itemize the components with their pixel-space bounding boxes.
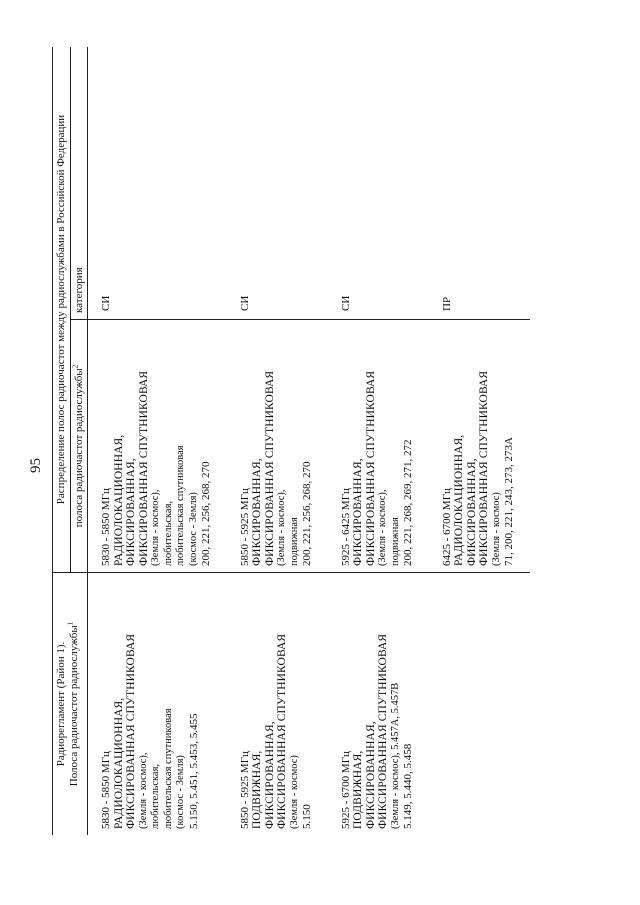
header-radio-regulations	[53, 573, 88, 836]
category-cell: ПР	[440, 296, 453, 311]
category-cell: СИ	[100, 295, 112, 311]
table-row	[328, 47, 429, 835]
rr-cell: 5830 - 5850 МГц РАДИОЛОКАЦИОННАЯ, ФИКСИРОВАННАЯ СПУТНИКОВАЯ (Земля - космос), любительская, любительская спутниковая (космос - Земля) 5.150, 5.451, 5.453, 5.455	[88, 573, 227, 836]
header-category: категория	[72, 267, 85, 313]
footnote-2: 2	[70, 364, 79, 369]
rf-cell: 6425 - 6700 МГц РАДИОЛОКАЦИОННАЯ, ФИКСИРОВАННАЯ, ФИКСИРОВАННАЯ СПУТНИКОВАЯ (Земля - космос) 71, 200, 221, 243, 273, 273A	[429, 320, 530, 573]
allocation-table	[52, 47, 530, 835]
category-cell: СИ	[339, 295, 352, 311]
header-rf-allocation: Распределение полос радиочастот между радиослужбами в Российской Федерации	[53, 47, 71, 573]
rr-cell: 5850 - 5925 МГц ПОДВИЖНАЯ, ФИКСИРОВАННАЯ, ФИКСИРОВАННАЯ СПУТНИКОВАЯ (Земля - космос) 5.150	[227, 573, 328, 836]
rr-cell: 5925 - 6700 МГц ПОДВИЖНАЯ, ФИКСИРОВАННАЯ, ФИКСИРОВАННАЯ СПУТНИКОВАЯ (Земля - космос), 5.457A, 5.457B 5.149, 5.440, 5.458	[328, 573, 429, 836]
table-row	[88, 47, 227, 835]
header-rf-band: полоса радиочастот радиослужбы$^2$	[70, 320, 88, 573]
header-rr-title: Радиорегламент (Район 1).	[55, 641, 67, 767]
category-cell: СИ	[238, 295, 251, 311]
table-row	[227, 47, 328, 835]
table-header-row	[53, 47, 71, 835]
rr-cell	[429, 573, 530, 836]
rf-cell: 5925 - 6425 МГц ФИКСИРОВАННАЯ, ФИКСИРОВАННАЯ СПУТНИКОВАЯ (Земля - космос), подвижная 200, 221, 268, 269, 271, 272	[328, 320, 429, 573]
rf-cell: 5850 - 5925 МГц ФИКСИРОВАННАЯ, ФИКСИРОВАННАЯ СПУТНИКОВАЯ (Земля - космос), подвижная 200, 221, 256, 268, 270	[227, 320, 328, 573]
footnote-1: 1	[65, 621, 74, 626]
page-number: 95	[28, 458, 44, 473]
rf-cell: 5830 - 5850 МГц РАДИОЛОКАЦИОННАЯ, ФИКСИРОВАННАЯ, ФИКСИРОВАННАЯ СПУТНИКОВАЯ (Земля - космос), любительская, любительская спутниковая (космос - Земля) 200, 221, 256, 268, 270	[88, 320, 227, 573]
header-rr-subtitle: Полоса радиочастот радиослужбы$^1$	[65, 621, 80, 787]
table-row	[429, 47, 530, 835]
